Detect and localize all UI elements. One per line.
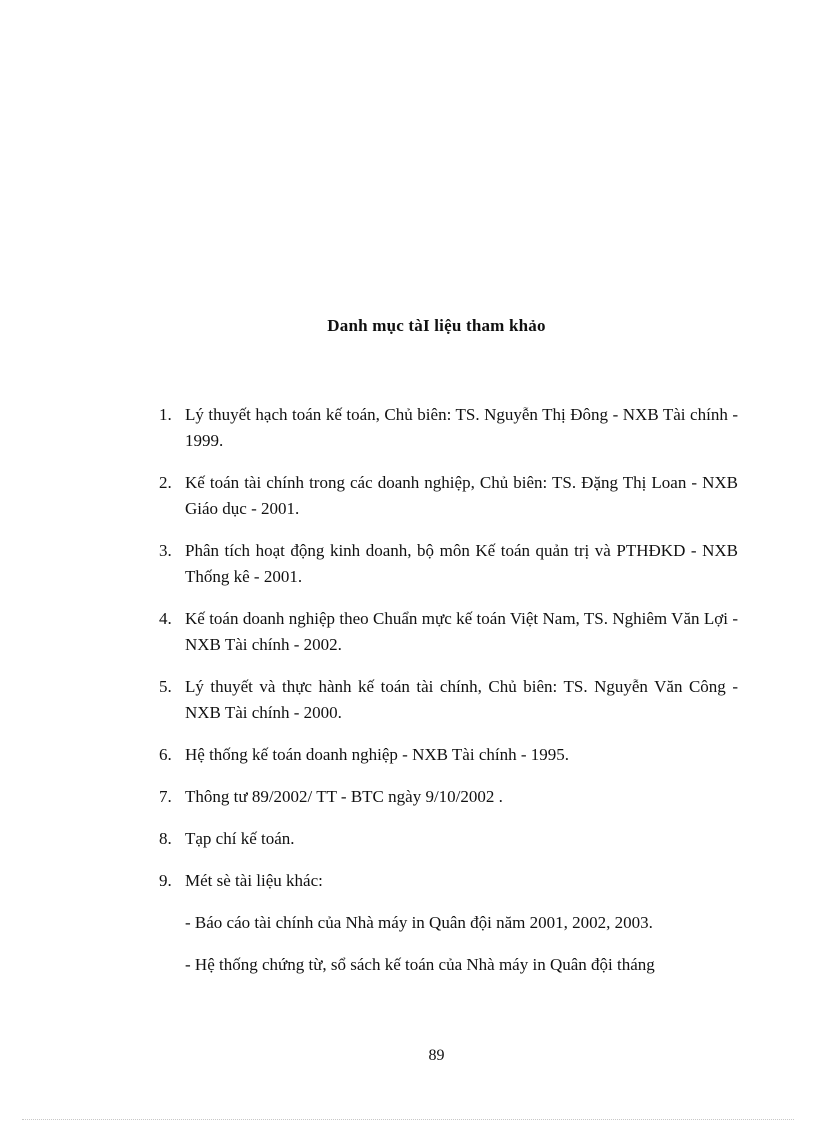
reference-number: 1. bbox=[159, 405, 172, 424]
reference-number: 5. bbox=[159, 677, 172, 696]
reference-number: 3. bbox=[159, 541, 172, 560]
page-number: 89 bbox=[428, 1047, 445, 1064]
reference-text: Phân tích hoạt động kinh doanh, bộ môn Kế toán quản trị và PTHĐKD - NXB Thống kê - 2001. bbox=[185, 541, 738, 586]
sub-reference-item: - Hệ thống chứng từ, sổ sách kế toán của Nhà máy in Quân đội tháng bbox=[185, 955, 655, 974]
reference-number: 4. bbox=[159, 609, 172, 628]
reference-number: 8. bbox=[159, 829, 172, 848]
sub-reference-list bbox=[185, 910, 738, 978]
reference-text: Tạp chí kế toán. bbox=[185, 829, 295, 848]
reference-text: Kế toán tài chính trong các doanh nghiệp, Chủ biên: TS. Đặng Thị Loan - NXB Giáo dục - 2001. bbox=[185, 473, 738, 518]
reference-number: 6. bbox=[159, 745, 172, 764]
reference-item bbox=[150, 826, 738, 852]
reference-number: 9. bbox=[159, 871, 172, 890]
reference-item bbox=[150, 402, 738, 454]
reference-text: Lý thuyết và thực hành kế toán tài chính, Chủ biên: TS. Nguyễn Văn Công - NXB Tài chính - 2000. bbox=[185, 677, 738, 722]
reference-item bbox=[150, 674, 738, 726]
reference-text: Lý thuyết hạch toán kế toán, Chủ biên: TS. Nguyễn Thị Đông - NXB Tài chính - 1999. bbox=[185, 405, 738, 450]
reference-number: 2. bbox=[159, 473, 172, 492]
reference-item bbox=[150, 470, 738, 522]
reference-item bbox=[150, 868, 738, 978]
reference-item bbox=[150, 538, 738, 590]
reference-text: Kế toán doanh nghiệp theo Chuẩn mực kế toán Việt Nam, TS. Nghiêm Văn Lợi - NXB Tài chính - 2002. bbox=[185, 609, 738, 654]
reference-text: Mét sè tài liệu khác: bbox=[185, 871, 323, 890]
reference-text: Thông tư 89/2002/ TT - BTC ngày 9/10/2002 . bbox=[185, 787, 503, 806]
reference-number: 7. bbox=[159, 787, 172, 806]
reference-item bbox=[150, 606, 738, 658]
reference-item bbox=[150, 784, 738, 810]
page-title: Danh mục tàI liệu tham khảo bbox=[327, 316, 546, 335]
reference-item bbox=[150, 742, 738, 768]
page-bottom-divider bbox=[22, 1119, 794, 1120]
reference-text: Hệ thống kế toán doanh nghiệp - NXB Tài chính - 1995. bbox=[185, 745, 570, 764]
sub-reference-item: - Báo cáo tài chính của Nhà máy in Quân đội năm 2001, 2002, 2003. bbox=[185, 913, 653, 932]
reference-list bbox=[150, 402, 738, 994]
